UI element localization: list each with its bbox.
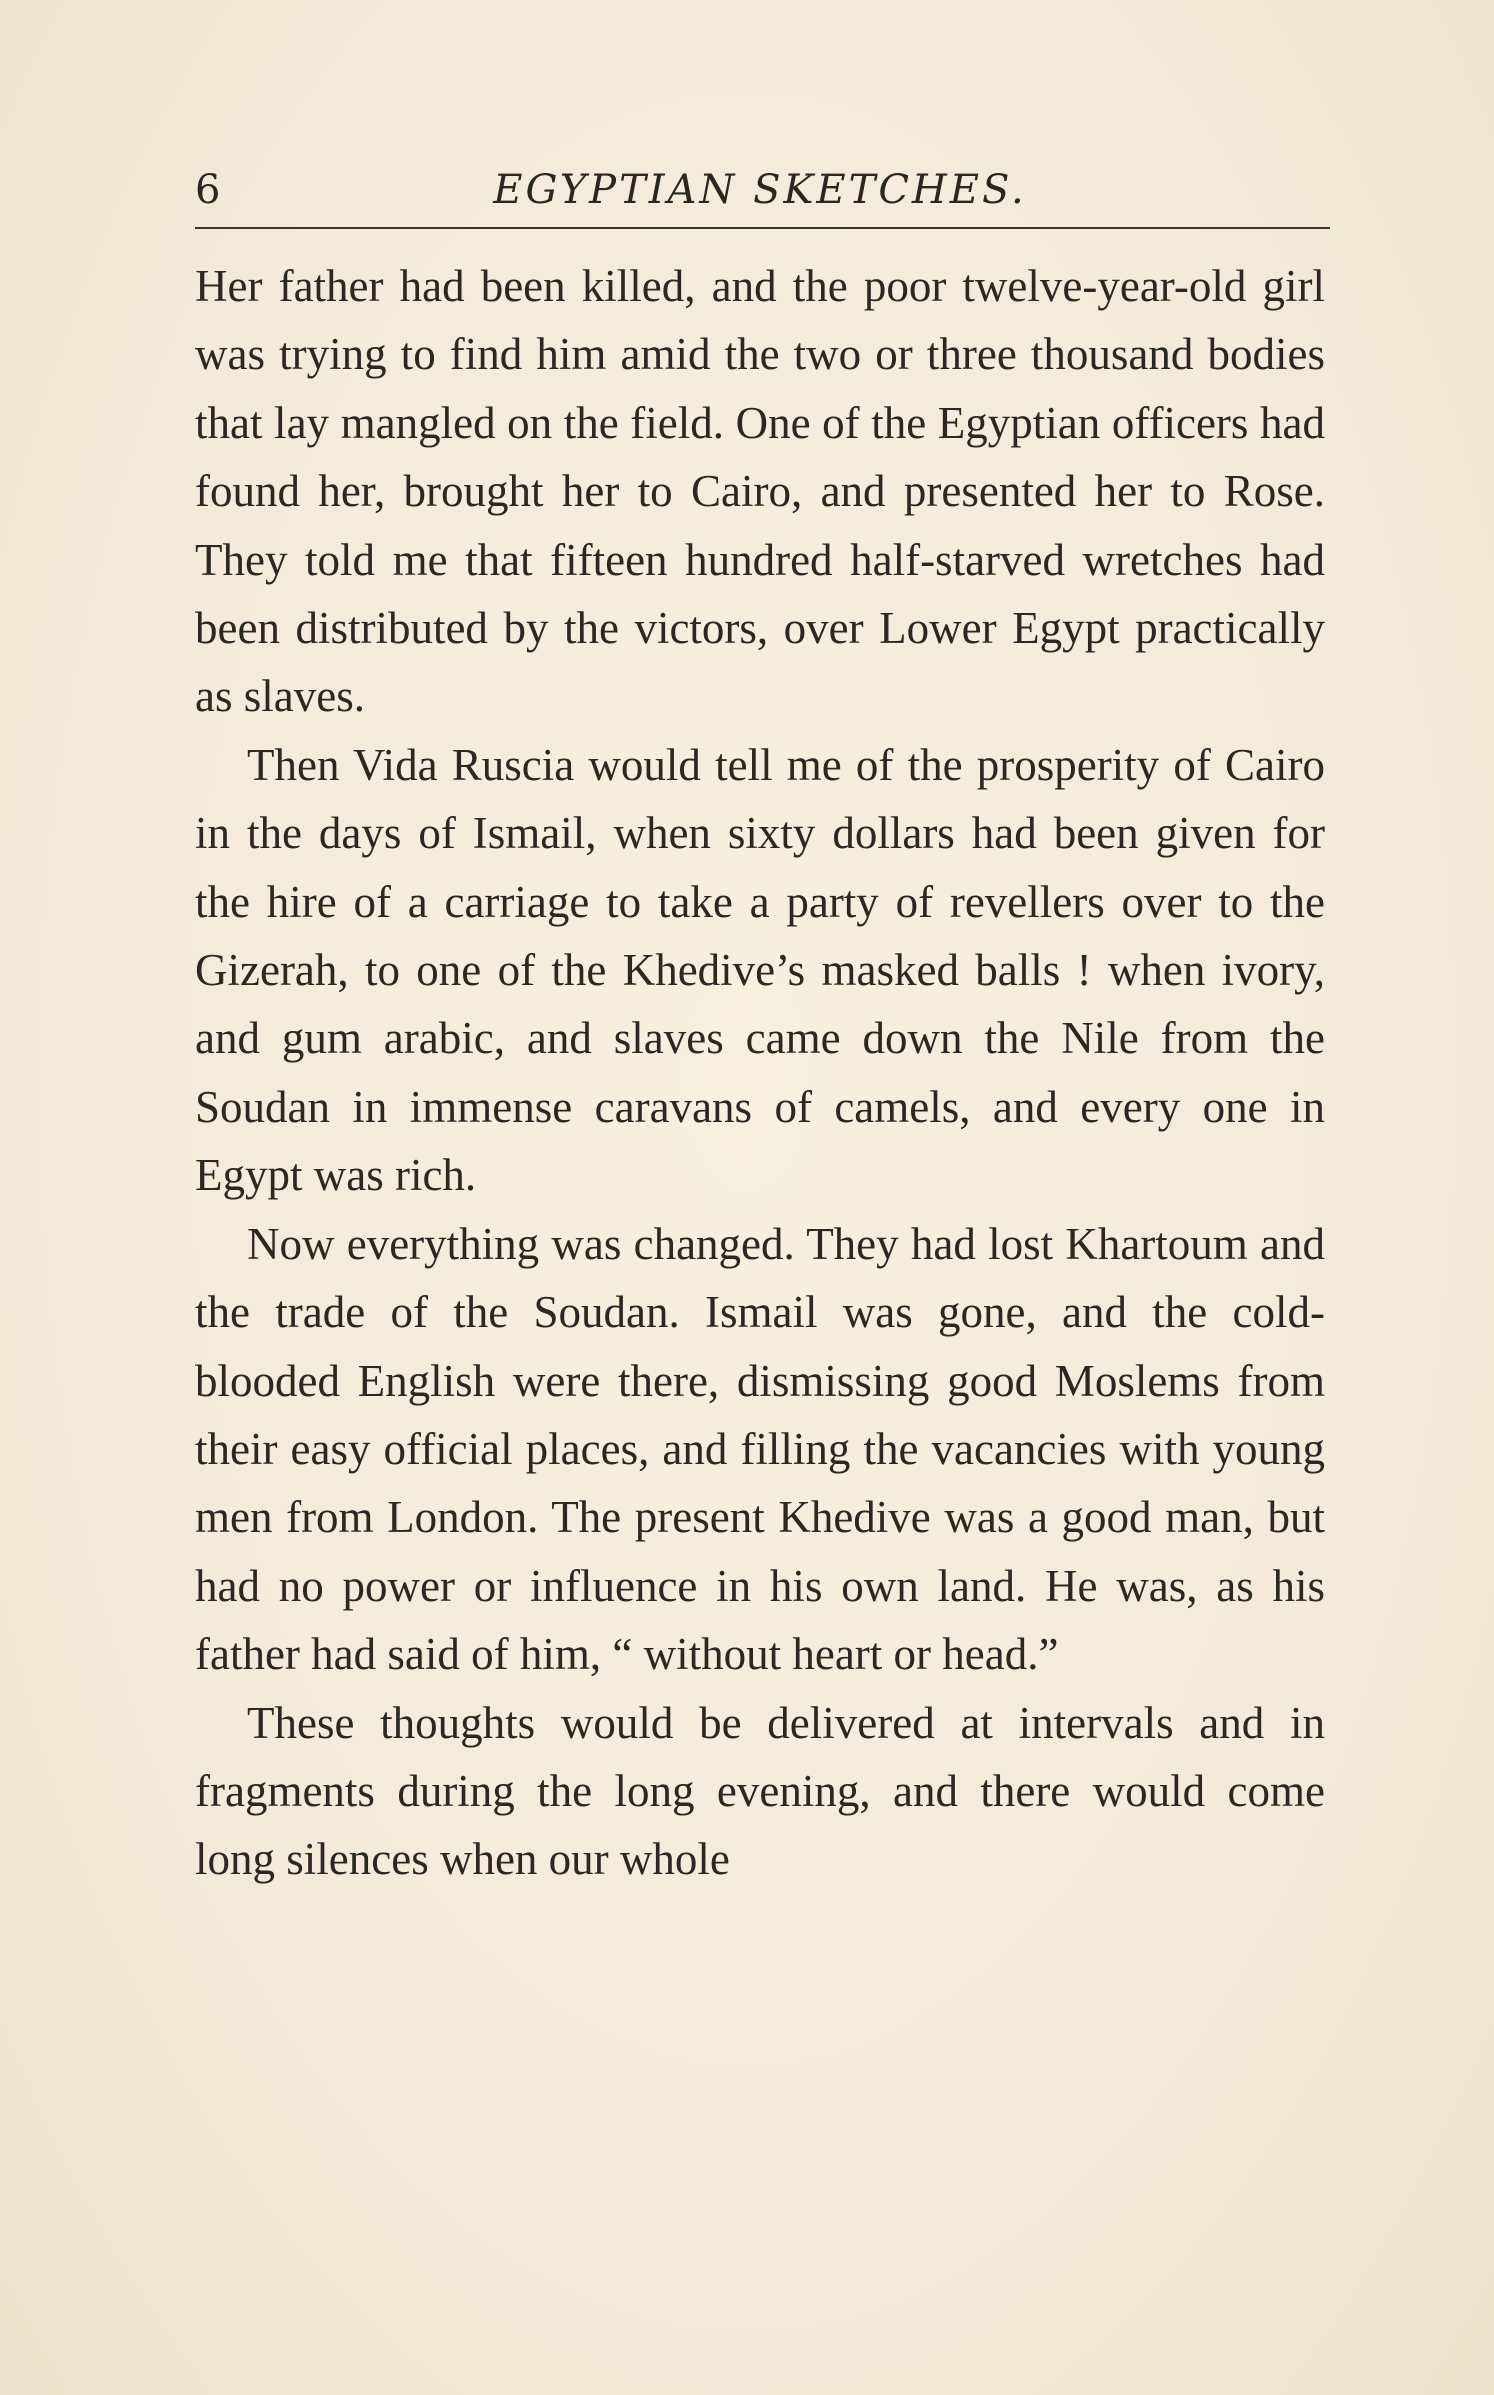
paragraph-3: Now everything was changed. They had lost Khartoum and the trade of the Soudan. Ismail was gone, and the cold-blooded English were there, dismissing good Moslems from their easy official places, and filling the vacancies with young men from London. The present Khedive was a good man, but had no power or influence in his own land. He was, as his father had said of him, “ without heart or head.” [195, 1218, 1325, 1680]
paragraph-4: These thoughts would be delivered at intervals and in fragments during the long evening, and there would come long silences when our whole [195, 1697, 1325, 1885]
running-header [195, 160, 1325, 220]
paragraph-2: Then Vida Ruscia would tell me of the prosperity of Cairo in the days of Ismail, when sixty dollars had been given for the hire of a carriage to take a party of revellers over to the Gizerah, to one of the Khedive’s masked balls ! when ivory, and gum arabic, and slaves came down the Nile from the Soudan in immense caravans of camels, and every one in Egypt was rich. [195, 739, 1325, 1201]
header-rule [195, 227, 1330, 229]
paragraph-1: Her father had been killed, and the poor twelve-year-old girl was trying to find him amid the two or three thousand bodies that lay mangled on the field. One of the Egyptian officers had found her, brought her to Cairo, and presented her to Rose. They told me that fifteen hundred half-starved wretches had been distributed by the victors, over Lower Egypt practically as slaves. [195, 261, 1325, 722]
page-number: 6 [195, 167, 221, 213]
running-title: EGYPTIAN SKETCHES. [493, 167, 1027, 213]
body-text [195, 252, 1325, 1894]
